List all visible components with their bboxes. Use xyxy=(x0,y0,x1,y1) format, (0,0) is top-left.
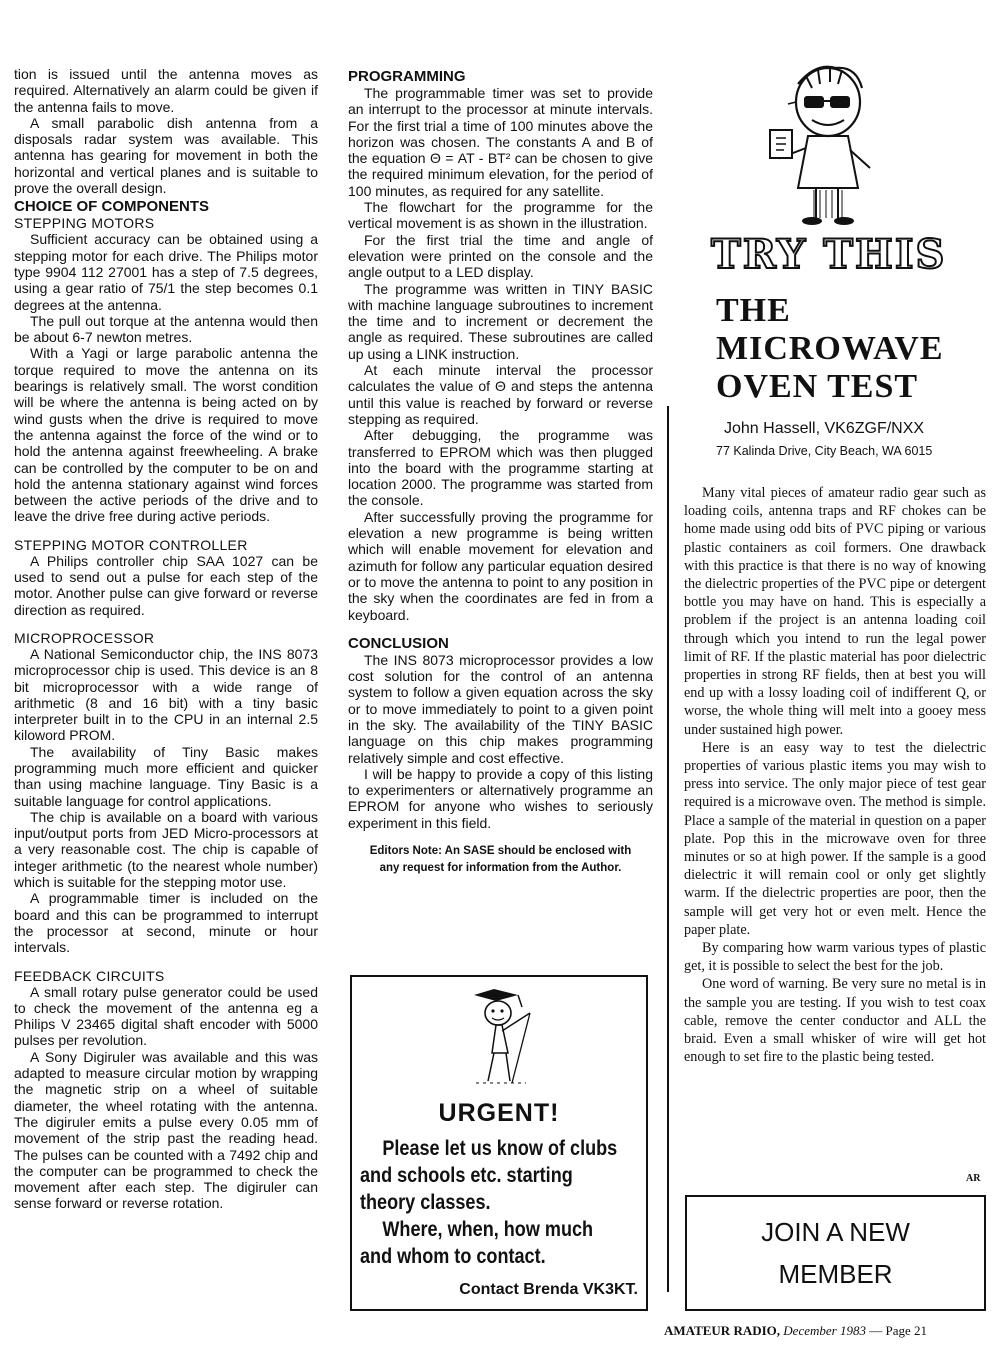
footer-date: December 1983 xyxy=(783,1323,866,1338)
column-right xyxy=(684,484,986,1067)
urgent-line: and whom to contact. xyxy=(360,1245,546,1268)
paragraph: The programmable timer was set to provide an interrupt to the processor at minute intervals. For the first trial a time of 100 minutes above the horizon was chosen. The constants A and B of the equation Θ = AT - BT² can be chosen to give the required minimum elevation, for the period of 100 minutes, as required for any satellite. xyxy=(348,85,653,199)
paragraph: The pull out torque at the antenna would then be about 6-7 newton metres. xyxy=(14,312,318,346)
subsection-heading: STEPPING MOTORS xyxy=(14,215,155,232)
paragraph: At each minute interval the processor calculates the value of Θ and steps the antenna until this value is reached by forward or reverse stepping as required. xyxy=(348,362,653,427)
paragraph: A Sony Digiruler was available and this was adapted to measure circular motion by wrapping the magnetic strip on a wheel of suitable diameter, the wheel rotating with the antenna. The digiruler emits a pulse every 0.05 mm of movement of the strip past the reading head. The pulses can be counted with a 7492 chip and the computer can be programmed to check the movement after each step. The digiruler can sense forward or reverse rotation. xyxy=(14,1048,318,1212)
urgent-body xyxy=(360,1135,642,1270)
paragraph: After successfully proving the programme for elevation a new programme is being written which will enable movement for elevation and azimuth for follow any particular equation desired or to move the antenna to point to any position in the sky when the coordinates are fed in from a keyboard. xyxy=(348,508,653,623)
paragraph: Many vital pieces of amateur radio gear such as loading coils, antenna traps and RF chokes can be home made using odd bits of PVC piping or various plastic containers as coil formers. One drawback with this practice is that there is no way of knowing the dielectric properties of the PVC pipe or detergent bottle you may have on hand. This is especially a problem if the project is an antenna loading coil through which you intend to run the legal power limit of RF. If the plastic material has poor dielectric properties in strong RF fields, then at best you will end up with a lossy loading coil of indifferent Q, or worse, the whole thing will melt into a gooey mess under sustained high power. xyxy=(684,485,986,738)
paragraph: The INS 8073 microprocessor provides a low cost solution for the control of an antenna system to follow a given equation across the sky or to move immediately to point to a given point in the sky. The availability of the TINY BASIC language on this chip makes programming relatively simple and cost effective. xyxy=(348,651,653,766)
urgent-contact: Contact Brenda VK3KT. xyxy=(459,1281,638,1298)
section-heading: CHOICE OF COMPONENTS xyxy=(14,198,210,216)
paragraph: For the first trial the time and angle of elevation were printed on the console and the angle output to a LED display. xyxy=(348,231,653,281)
article-title-line: OVEN TEST xyxy=(716,368,919,405)
paragraph: The programme was written in TINY BASIC with machine language subroutines to increment the time and to increment or decrement the angle as required. These subroutines are called up using a LINK instruction. xyxy=(348,280,653,362)
urgent-line: theory classes. xyxy=(360,1191,491,1214)
urgent-line: Please let us know of clubs xyxy=(382,1137,618,1160)
article-title-line: MICROWAVE xyxy=(716,330,944,367)
paragraph: Sufficient accuracy can be obtained using a stepping motor for each drive. The Philips motor type 9904 112 27001 has a step of 7.5 degrees, using a gear ratio of 75/1 the step becomes 0.1 degrees at the antenna. xyxy=(14,231,318,313)
paragraph: By comparing how warm various types of plastic get, it is possible to select the best for the job. xyxy=(684,940,986,975)
paragraph: Here is an easy way to test the dielectric properties of various plastic items you may wish to press into service. The only major piece of test gear required is a microwave oven. The method is simple. Place a sample of the material in question on a paper plate. Pop this in the microwave oven for three minutes or so at high power. If the sample is a good dielectric it will remain cool or only get slightly warm. If the dielectric properties are poor, then the sample will get very hot or even melt. Hence the paper plate. xyxy=(684,739,986,938)
paragraph: A National Semiconductor chip, the INS 8073 microprocessor chip is used. This device is an 8 bit microprocessor with a wide range of arithmetic (8 and 16 bit) with a tiny basic interpreter built in to the CPU in an internal 2.5 kiloword PROM. xyxy=(14,645,318,744)
paragraph: With a Yagi or large parabolic antenna the torque required to move the antenna on its bearings is relatively small. The worst condition will be where the antenna is being acted on by wind gusts when the drive is required to move the antenna against the force of the wind or to hold the antenna against freewheeling. A brake can be controlled by the computer to be on and hold the antenna stationary against wind forces between the active periods of the drive and to leave the drive free during active periods. xyxy=(14,345,318,525)
try-this-heading: TRY THIS xyxy=(711,231,947,278)
urgent-notice-box xyxy=(350,975,648,1311)
graduate-cartoon-icon xyxy=(456,983,546,1095)
join-line: MEMBER xyxy=(778,1259,893,1289)
paragraph: The availability of Tiny Basic makes programming much more efficient and quicker than using machine language. Tiny Basic is a suitable language for control applications. xyxy=(14,743,318,809)
cartoon-mascot-icon xyxy=(766,58,894,226)
editors-note xyxy=(348,843,653,877)
footer-magazine: AMATEUR RADIO, xyxy=(664,1323,781,1338)
footer-page: — Page 21 xyxy=(869,1323,927,1338)
section-heading: CONCLUSION xyxy=(348,634,449,652)
section-heading: PROGRAMMING xyxy=(348,68,466,85)
paragraph: After debugging, the programme was transferred to EPROM which was then plugged into the board with the programme starting at location 2000. The programme was started from the console. xyxy=(348,427,653,509)
urgent-title: URGENT! xyxy=(438,1099,560,1127)
author-byline: John Hassell, VK6ZGF/NXX xyxy=(724,420,925,437)
editors-note-line: any request for information from the Author. xyxy=(379,862,622,875)
article-title xyxy=(716,292,944,406)
subsection-heading: FEEDBACK CIRCUITS xyxy=(14,967,165,984)
editors-note-line: Editors Note: An SASE should be enclosed with xyxy=(369,845,632,858)
subsection-heading: MICROPROCESSOR xyxy=(14,629,155,646)
column-left xyxy=(14,66,318,1212)
paragraph: A small rotary pulse generator could be used to check the movement of the antenna eg a Philips V 23465 digital shaft encoder with 5000 pulses per revolution. xyxy=(14,983,318,1049)
join-member-box xyxy=(685,1195,986,1311)
paragraph: A small parabolic dish antenna from a disposals radar system was available. This antenna has gearing for movement in both the horizontal and vertical planes and is suitable to prove the overall design. xyxy=(14,114,318,197)
urgent-line: Where, when, how much xyxy=(382,1218,594,1241)
paragraph: The chip is available on a board with various input/output ports from JED Micro-processors at a very reasonable cost. The chip is capable of integer arithmetic (to the nearest whole number) which is suitable for the stepping motor use. xyxy=(14,808,318,891)
paragraph: A programmable timer is included on the board and this can be programmed to interrupt the processor at second, minute or hour intervals. xyxy=(14,890,318,956)
subsection-heading: STEPPING MOTOR CONTROLLER xyxy=(14,536,248,553)
article-title-line: THE xyxy=(716,292,791,329)
paragraph: The flowchart for the programme for the vertical movement is as shown in the illustration. xyxy=(348,199,653,232)
page-footer xyxy=(664,1323,927,1339)
paragraph: A Philips controller chip SAA 1027 can be used to send out a pulse for each step of the motor. Another pulse can give forward or reverse direction as required. xyxy=(14,552,318,618)
paragraph: tion is issued until the antenna moves as required. Alternatively an alarm could be given if the antenna fails to move. xyxy=(14,66,318,115)
column-middle xyxy=(348,66,653,877)
urgent-line: and schools etc. starting xyxy=(360,1164,573,1187)
author-address: 77 Kalinda Drive, City Beach, WA 6015 xyxy=(716,444,933,458)
paragraph: I will be happy to provide a copy of this listing to experimenters or alternatively programme an EPROM for anyone who wishes to seriously experiment in this field. xyxy=(348,765,653,831)
column-divider xyxy=(667,406,669,1292)
article-end-mark: AR xyxy=(966,1173,981,1184)
join-line: JOIN A NEW xyxy=(761,1217,910,1247)
paragraph: One word of warning. Be very sure no metal is in the sample you are testing. If you wish to test coax cable, remove the center conductor and ALL the braid. Even a small whisker of wire will get hot enough to set fire to the plastic being tested. xyxy=(684,976,986,1066)
